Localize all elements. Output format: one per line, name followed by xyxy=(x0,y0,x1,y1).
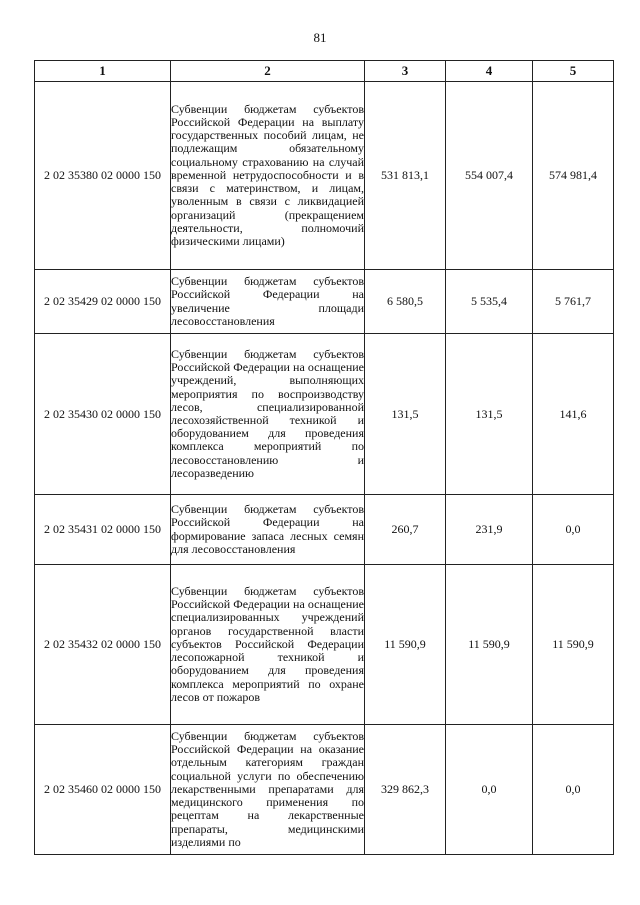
budget-table xyxy=(34,60,614,855)
row-code: 2 02 35380 02 0000 150 xyxy=(35,82,171,270)
table-row xyxy=(35,82,614,270)
row-value-col4: 554 007,4 xyxy=(446,82,533,270)
row-value-col5: 574 981,4 xyxy=(533,82,614,270)
column-header-2: 2 xyxy=(171,61,365,82)
row-value-col4: 11 590,9 xyxy=(446,565,533,725)
row-value-col3: 11 590,9 xyxy=(365,565,446,725)
table-row xyxy=(35,334,614,495)
table-row xyxy=(35,725,614,855)
page-number: 81 xyxy=(313,30,327,45)
row-value-col5: 5 761,7 xyxy=(533,270,614,334)
row-value-col3: 131,5 xyxy=(365,334,446,495)
row-value-col5: 0,0 xyxy=(533,495,614,565)
row-value-col3: 531 813,1 xyxy=(365,82,446,270)
row-value-col5: 141,6 xyxy=(533,334,614,495)
row-value-col4: 131,5 xyxy=(446,334,533,495)
row-code: 2 02 35432 02 0000 150 xyxy=(35,565,171,725)
column-header-1: 1 xyxy=(35,61,171,82)
row-value-col5: 0,0 xyxy=(533,725,614,855)
row-description: Субвенции бюджетам субъектов Российской Федерации на оснащение учреждений, выполняющих мероприятия по воспроизводству лесов, специализированной лесохозяйственной техникой и оборудованием для проведения комплекса мероприятий по лесовосстановлению и лесоразведению xyxy=(171,334,365,495)
row-code: 2 02 35429 02 0000 150 xyxy=(35,270,171,334)
table-row xyxy=(35,495,614,565)
row-description: Субвенции бюджетам субъектов Российской Федерации на оказание отдельным категориям граждан социальной услуги по обеспечению лекарственными препаратами для медицинского применения по рецептам на лекарственные препараты, медицинскими изделиями по xyxy=(171,725,365,855)
row-value-col3: 260,7 xyxy=(365,495,446,565)
row-code: 2 02 35431 02 0000 150 xyxy=(35,495,171,565)
table-row xyxy=(35,565,614,725)
row-value-col3: 329 862,3 xyxy=(365,725,446,855)
row-value-col4: 231,9 xyxy=(446,495,533,565)
column-header-4: 4 xyxy=(446,61,533,82)
table-header-row xyxy=(35,61,614,82)
row-value-col4: 0,0 xyxy=(446,725,533,855)
row-description: Субвенции бюджетам субъектов Российской Федерации на выплату государственных пособий лицам, не подлежащим обязательному социальному страхованию на случай временной нетрудоспособности и в связи с материнством, и лицам, уволенным в связи с ликвидацией организаций (прекращением деятельности, полномочий физическими лицами) xyxy=(171,82,365,270)
row-value-col4: 5 535,4 xyxy=(446,270,533,334)
row-code: 2 02 35430 02 0000 150 xyxy=(35,334,171,495)
row-description: Субвенции бюджетам субъектов Российской Федерации на увеличение площади лесовосстановления xyxy=(171,270,365,334)
table-row xyxy=(35,270,614,334)
row-description: Субвенции бюджетам субъектов Российской Федерации на формирование запаса лесных семян для лесовосстановления xyxy=(171,495,365,565)
row-value-col3: 6 580,5 xyxy=(365,270,446,334)
row-description: Субвенции бюджетам субъектов Российской Федерации на оснащение специализированных учреждений органов государственной власти субъектов Российской Федерации лесопожарной техникой и оборудованием для проведения комплекса мероприятий по охране лесов от пожаров xyxy=(171,565,365,725)
row-code: 2 02 35460 02 0000 150 xyxy=(35,725,171,855)
column-header-5: 5 xyxy=(533,61,614,82)
column-header-3: 3 xyxy=(365,61,446,82)
row-value-col5: 11 590,9 xyxy=(533,565,614,725)
